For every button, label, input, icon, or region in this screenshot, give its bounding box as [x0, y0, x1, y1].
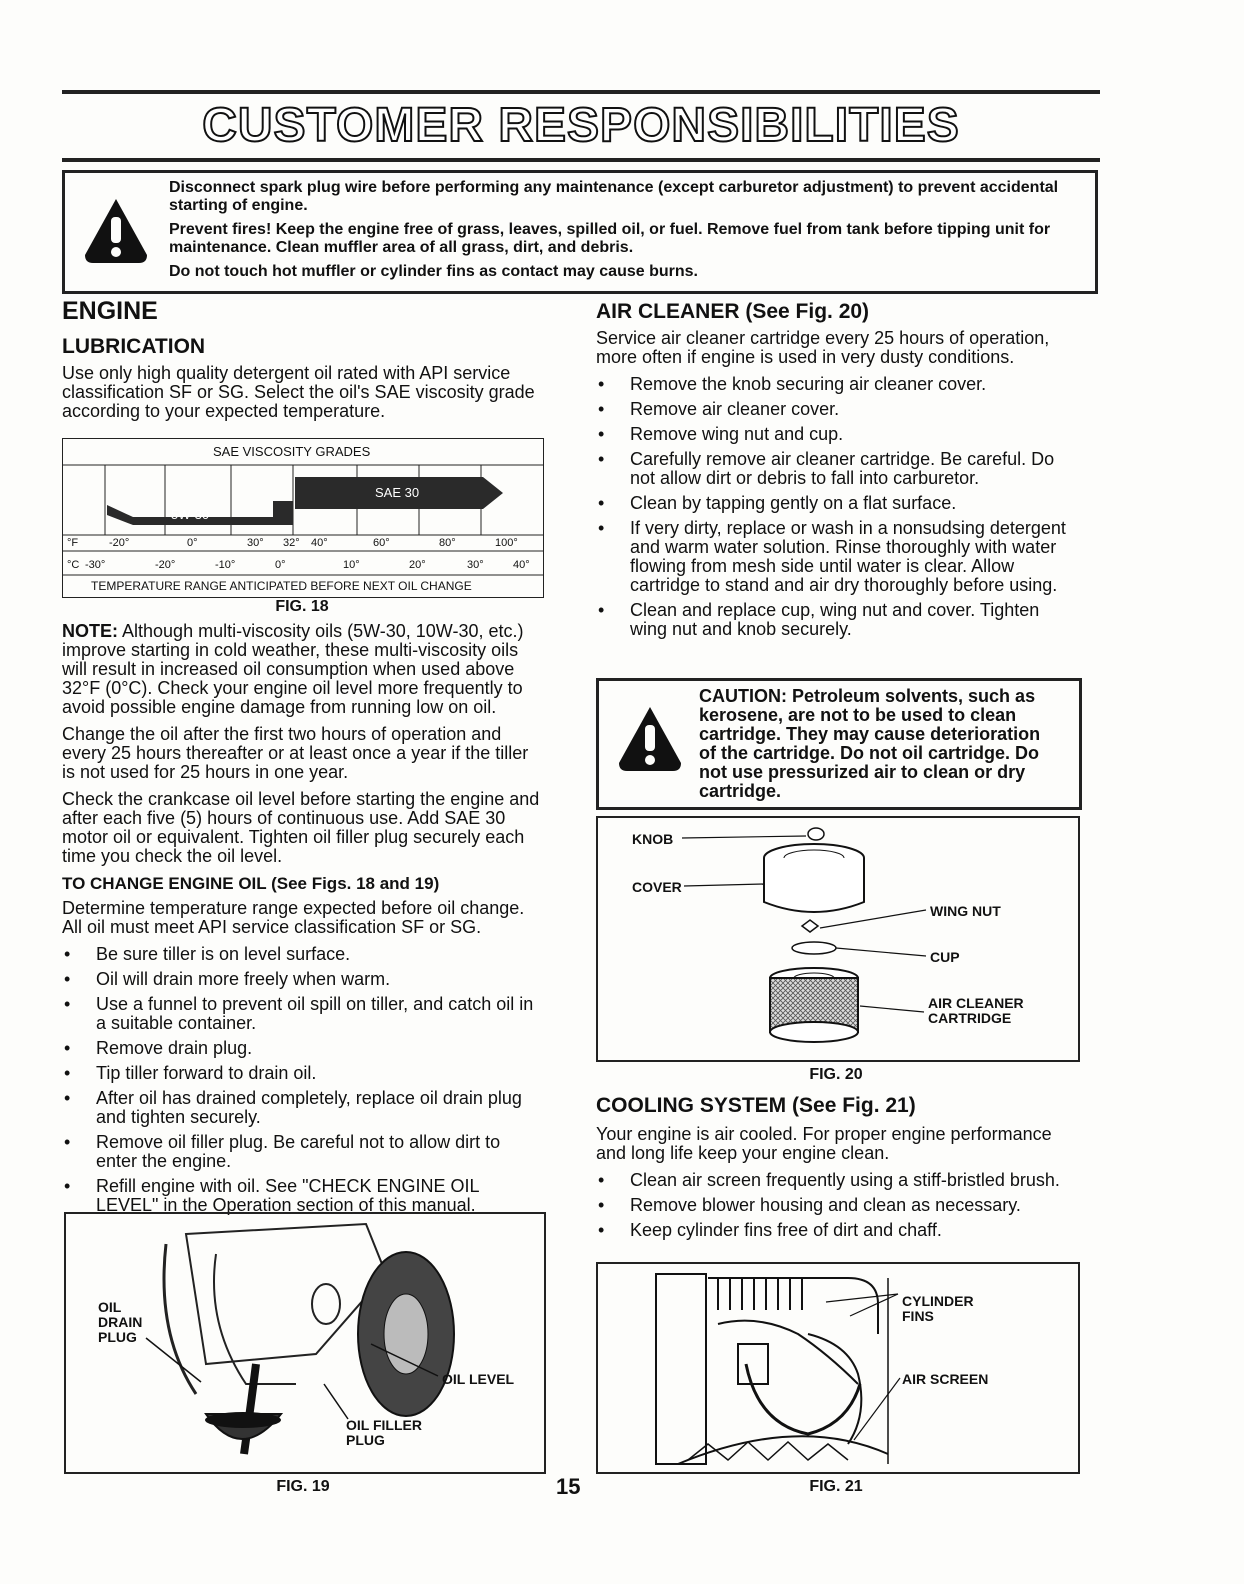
list-item: • Be sure tiller is on level surface.: [64, 944, 351, 964]
engine-cooling-drawing: [598, 1264, 1078, 1472]
f-tick: 40°: [311, 537, 328, 549]
note-paragraph: [62, 622, 546, 717]
caution-box: [596, 678, 1082, 810]
caution-text: CAUTION: Petroleum solvents, such as kerosene, are not to be used to clean cartridge. They may cause deterioration of the cartridge. Do not oil cartridge. Do not use pressurized air to clean or dry cartridge.: [699, 686, 1041, 801]
viscosity-chart: [62, 438, 544, 598]
c-tick: -20°: [155, 559, 176, 571]
chart-footer: TEMPERATURE RANGE ANTICIPATED BEFORE NEXT OIL CHANGE: [91, 579, 472, 593]
oil-check-paragraph: Check the crankcase oil level before starting the engine and after each five (5) hours of continuous use. Add SAE 30 motor oil or equivalent. Tighten oil filler plug securely each time you check the oil level.: [62, 789, 540, 866]
wing-nut-label: WING NUT: [930, 903, 1001, 919]
warning-line-1: Disconnect spark plug wire before performing any maintenance (except carburetor adjustment) to prevent accidental starting of engine.: [169, 179, 1059, 214]
title-rule: [62, 158, 1100, 162]
sae30-label: SAE 30: [375, 485, 420, 500]
list-item: • Remove blower housing and clean as necessary.: [598, 1195, 1021, 1215]
warning-line-2: Prevent fires! Keep the engine free of grass, leaves, spilled oil, or fuel. Remove fuel from tank before tipping unit for maintenance. Clean muffler area of all grass, dirt, and debris.: [169, 221, 1051, 256]
note-label: NOTE:: [62, 621, 118, 641]
f-tick: 32°: [283, 537, 300, 549]
left-column: [62, 297, 546, 429]
cooling-heading: COOLING SYSTEM (See Fig. 21): [596, 1094, 916, 1117]
safety-warning-box: [62, 170, 1098, 294]
viscosity-chart-graphic: [63, 439, 543, 597]
list-item: • Tip tiller forward to drain oil.: [64, 1063, 317, 1083]
list-item: • Remove air cleaner cover.: [598, 399, 840, 419]
list-item: • Clean by tapping gently on a flat surface.: [598, 493, 957, 513]
fig18-caption: FIG. 18: [275, 598, 329, 615]
c-tick: -30°: [85, 559, 106, 571]
page-number: 15: [556, 1474, 581, 1499]
oil-level-label: OIL LEVEL: [442, 1371, 515, 1387]
c-tick: 10°: [343, 559, 360, 571]
list-item: • Refill engine with oil. See "CHECK ENGINE OIL LEVEL" in the Operation section of this manual.: [64, 1176, 479, 1215]
left-column-body: [62, 622, 546, 1221]
cover-label: COVER: [632, 879, 682, 895]
f-tick: 100°: [495, 537, 518, 549]
page-title: CUSTOMER RESPONSIBILITIES: [202, 99, 960, 152]
f-tick: 30°: [247, 537, 264, 549]
f-label: °F: [67, 537, 79, 549]
air-cleaner-heading: AIR CLEANER (See Fig. 20): [596, 300, 870, 323]
list-item: • Oil will drain more freely when warm.: [64, 969, 391, 989]
c-tick: 20°: [409, 559, 426, 571]
oil-change-interval: Change the oil after the first two hours of operation and every 25 hours thereafter or at least once a year if the tiller is not used for 25 hours in one year.: [62, 724, 529, 782]
c-tick: 40°: [513, 559, 530, 571]
air-screen-label: AIR SCREEN: [902, 1371, 989, 1387]
f-tick: 60°: [373, 537, 390, 549]
list-item: • Carefully remove air cleaner cartridge. Be careful. Do not allow dirt or debris to fall into carburetor.: [598, 449, 1055, 488]
air-cleaner-intro: Service air cleaner cartridge every 25 hours of operation, more often if engine is used in very dusty conditions.: [596, 328, 1050, 367]
f-tick: -20°: [109, 537, 130, 549]
fig20-illustration: [596, 816, 1080, 1062]
warning-triangle-icon: [617, 705, 683, 775]
oil-drain-plug-label: OIL DRAIN PLUG: [98, 1299, 143, 1345]
knob-label: KNOB: [632, 831, 674, 847]
change-oil-intro: Determine temperature range expected before oil change. All oil must meet API service classification SF or SG.: [62, 898, 525, 937]
top-rule: [62, 90, 1100, 94]
c-label: °C: [67, 559, 80, 571]
oil-filler-plug-label: OIL FILLER PLUG: [346, 1417, 422, 1448]
cylinder-fins-label: CYLINDER FINS: [902, 1293, 974, 1324]
f-tick: 80°: [439, 537, 456, 549]
c-tick: 30°: [467, 559, 484, 571]
list-item: • Clean and replace cup, wing nut and cover. Tighten wing nut and knob securely.: [598, 600, 1040, 639]
fig19-caption: FIG. 19: [276, 1478, 330, 1495]
list-item: • Remove the knob securing air cleaner cover.: [598, 374, 987, 394]
c-tick: 0°: [275, 559, 286, 571]
c-tick: -10°: [215, 559, 236, 571]
list-item: • After oil has drained completely, replace oil drain plug and tighten securely.: [64, 1088, 522, 1127]
lubrication-heading: LUBRICATION: [62, 335, 206, 358]
list-item: • Use a funnel to prevent oil spill on tiller, and catch oil in a suitable container.: [64, 994, 534, 1033]
list-item: • Remove oil filler plug. Be careful not to allow dirt to enter the engine.: [64, 1132, 501, 1171]
fig19-illustration: [64, 1212, 546, 1474]
warning-line-3: Do not touch hot muffler or cylinder fins as contact may cause burns.: [169, 263, 698, 280]
list-item: • If very dirty, replace or wash in a nonsudsing detergent and warm water solution. Rinse thoroughly with water flowing from mesh side until water is clear. Allow cartridge to stand and air dry thoroughly before using.: [598, 518, 1066, 595]
fig21-illustration: [596, 1262, 1080, 1474]
f-tick: 0°: [187, 537, 198, 549]
engine-heading: ENGINE: [62, 297, 158, 325]
list-item: • Remove wing nut and cup.: [598, 424, 844, 444]
cooling-section: [596, 1096, 1082, 1246]
list-item: • Remove drain plug.: [64, 1038, 253, 1058]
cup-label: CUP: [930, 949, 960, 965]
change-oil-heading: TO CHANGE ENGINE OIL (See Figs. 18 and 19): [62, 874, 440, 893]
right-column: [596, 302, 1080, 645]
chart-title: SAE VISCOSITY GRADES: [213, 444, 371, 459]
air-cleaner-cartridge-label: AIR CLEANER CARTRIDGE: [928, 995, 1024, 1026]
note-text: Although multi-viscosity oils (5W-30, 10W-30, etc.) improve starting in cold weather, these multi-viscosity oils will result in increased oil consumption when used above 32°F (0°C). Check your engine oil level more frequently to avoid possible engine damage from running low on oil.: [62, 621, 524, 717]
5w30-label: 5W-30: [171, 507, 210, 522]
list-item: • Keep cylinder fins free of dirt and chaff.: [598, 1220, 942, 1240]
warning-triangle-icon: [83, 197, 149, 267]
fig20-caption: FIG. 20: [809, 1066, 863, 1083]
cooling-intro: Your engine is air cooled. For proper engine performance and long life keep your engine clean.: [596, 1124, 1052, 1163]
list-item: • Clean air screen frequently using a stiff-bristled brush.: [598, 1170, 1060, 1190]
fig21-caption: FIG. 21: [809, 1478, 863, 1495]
lubrication-intro: Use only high quality detergent oil rated with API service classification SF or SG. Select the oil's SAE viscosity grade according to your expected temperature.: [62, 363, 535, 421]
